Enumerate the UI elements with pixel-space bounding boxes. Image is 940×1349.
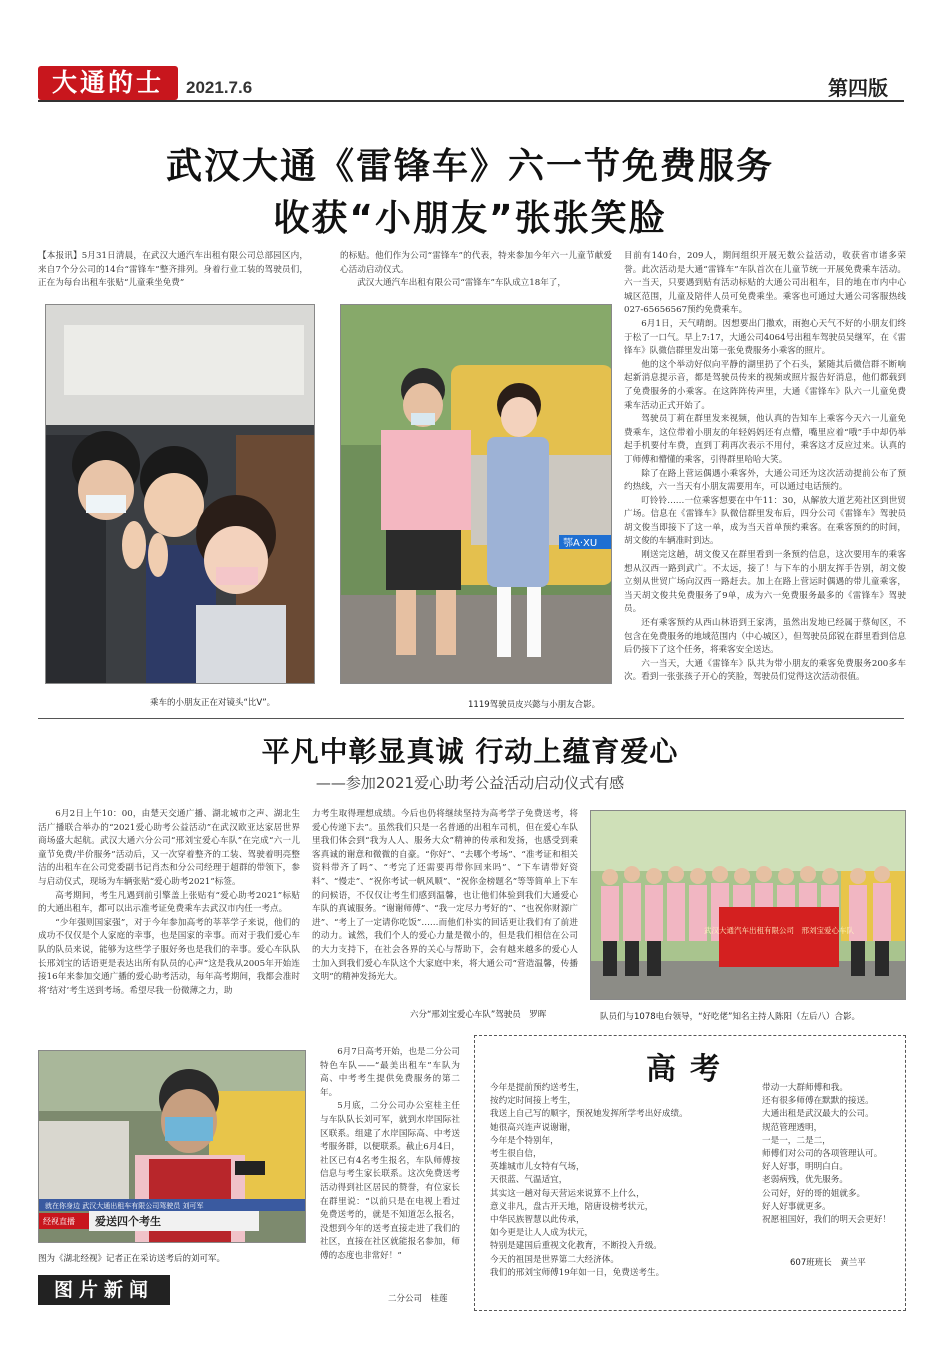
article1-paragraph: 的标贴。他们作为公司“雷锋车”的代表，特来参加今年六一儿童节献爱心活动启动仪式。 — [340, 251, 612, 275]
poem-line: 特别是建国后重视文化教育，不断投入升级。 — [490, 1241, 662, 1252]
photo1-caption: 乘车的小朋友正在对镜头“比V”。 — [150, 698, 276, 708]
poem-line: 考生很自信， — [490, 1149, 542, 1160]
article1-paragraph: 除了在路上营运偶遇小乘客外，大通公司还为这次活动提前公布了预约热线，六一当天有小朋友需要用车，可以通过电话预约。 — [624, 468, 906, 493]
poem-line: 如今更是让人人成为状元， — [490, 1228, 594, 1239]
article2-byline: 六分“邢刘宝爱心车队”驾驶员 罗晖 — [410, 1010, 547, 1020]
poem-line: 按约定时间接上考生， — [490, 1096, 576, 1107]
poem-line: 大通出租是武汉最大的公司。 — [762, 1109, 874, 1120]
article1-paragraph: 他的这个举动好似向平静的湖里扔了个石头，紧随其后微信群不断响起新消息提示音，都是驾驶员传来的视频或照片报告好消息，他们都载到了免费服务的小乘客。在这阵阵传声里，大通《雷锋车》队六一儿童免费乘车活动正式开始了。 — [624, 359, 906, 411]
poem-line: 好人好事就更多。 — [762, 1201, 831, 1212]
poem-line: 规范管理透明， — [762, 1122, 823, 1133]
poem-line: 意义非凡，盘古开天地，陪唐设榜考状元， — [490, 1201, 654, 1212]
photo3-caption: 队员们与1078电台领导，“好吃佬”知名主持人陈阳（左后八）合影。 — [600, 1012, 860, 1022]
section-divider — [38, 718, 904, 719]
poem-line: 今年是个特别年， — [490, 1135, 559, 1146]
driver-girl-illustration — [341, 305, 612, 684]
tv-interview-illustration — [39, 1051, 306, 1243]
poem-line: 公司好，好的哥的姐就多。 — [762, 1188, 866, 1199]
article1-paragraph: 刚送完这趟，胡文俊又在群里看到一条预约信息，这次要用车的乘客想从汉西一路到武广。不太远，接了！与下车的小朋友挥手告别，胡文俊立刻从世贸广场向汉西一路赶去。加上在路上营运时偶遇的带儿童乘客，当天胡文俊共免费服务了9单，成为六一免费服务最多的《雷锋车》驾驶员。 — [624, 550, 906, 615]
poem-column-1 — [490, 1082, 730, 1280]
poem-line: 她很高兴连声说谢谢， — [490, 1122, 576, 1133]
newspaper-logo: 大通的士 — [38, 66, 178, 100]
poem-title: 高考 — [646, 1052, 734, 1087]
poem-line: 我送上自己写的顺字，预祝她发挥所学考出好成绩。 — [490, 1109, 688, 1120]
article1-title-line2: 收获“小朋友”张张笑脸 — [273, 198, 667, 239]
photo-kids-in-car — [45, 304, 315, 684]
poem-line: 一是一，二是二， — [762, 1135, 831, 1146]
article1-column-2 — [340, 250, 612, 291]
article2-column-1 — [38, 808, 300, 998]
issue-date: 2021.7.6 — [186, 78, 253, 97]
poem-column-2 — [762, 1082, 902, 1227]
photo-driver-with-girl — [340, 304, 612, 684]
photo4-caption: 图为《湖北经视》记者正在采访送考后的刘可军。 — [38, 1254, 226, 1264]
poem-line: 今年是提前预约送考生， — [490, 1083, 585, 1093]
article3-paragraph: 5月底，二分公司办公室桂主任与车队队长刘可军，就到水岸国际社区联系。组建了水岸国际高、中考送考服务群，以便联系。截止6月4日，社区已有4名考生报名，车队师傅按信息与考生家长联系。这次免费送考活动得到社区居民的赞誉，有位家长在群里说：“以前只是在电视上看过免费送考的，就是不知道怎么报名，没想到今年的送考直接走进了我们的社区，直接在社区就能报名参加，师傅的态度也非常好！” — [320, 1101, 460, 1261]
poem-line: 其实这一趟对每天营运来说算不上什么， — [490, 1188, 645, 1199]
photo-news-label: 图片新闻 — [38, 1275, 170, 1305]
article2-paragraph: 6月2日上午10：00，由楚天交通广播、湖北城市之声、湖北生活广播联合举办的“2021爱心助考公益活动”在武汉欧亚达家居世界商场盛大起航。武汉大通六分公司“邢刘宝爱心车队”在完成“六一儿童节免费/半价服务”活动后，又一次穿着整齐的工装、驾驶着明亮整洁的出租车在公司党委副书记肖杰和分公司经理于超群的带领下，参与启动仪式，现场为车辆张贴“爱心助考2021”标签。 — [38, 809, 300, 887]
photo-tv-interview — [38, 1050, 306, 1243]
article1-paragraph: 武汉大通汽车出租有限公司“雷锋车”车队成立18年了， — [357, 278, 566, 289]
article2-title: 平凡中彰显真诚 行动上蕴育爱心 — [261, 735, 679, 768]
poem-line: 好人好事，明明白白。 — [762, 1162, 848, 1173]
article1-title-line1: 武汉大通《雷锋车》六一节免费服务 — [165, 146, 774, 187]
poem-line: 师傅们对公司的各项管理认可。 — [762, 1149, 883, 1160]
poem-line: 英雄城市儿女特有气场， — [490, 1162, 585, 1173]
article2-paragraph: 高考期间，考生凡遇到前引擎盖上张贴有“爱心助考2021”标贴的大通出租车，都可以出示准考证免费乘车去武汉市内任一考点。 — [38, 890, 300, 915]
poem-line: 老弱病残，优先服务。 — [762, 1175, 848, 1186]
poem-signature: 607班班长 黄兰平 — [790, 1258, 866, 1268]
masthead-rule — [38, 100, 904, 102]
photo2-caption: 1119驾驶员皮兴懿与小朋友合影。 — [468, 700, 601, 710]
article2-paragraph: 力考生取得理想成绩。今后也仍将继续坚持为高考学子免费送考，将爱心传递下去”。虽然我们只是一名普通的出租车司机，但在爱心车队里我们体会到“我为人人、服务大众”精神的传承和发扬，也感受到乘客真诚的谢意和微微的自豪。“你好”、“去哪个考场”、“准考证和相关资料带齐了吗”、“考完了还需要再带你回来吗”、“下车请带好资料”、“慢走”、“祝你考试一帆风顺”、“祝你金榜题名”等等简单上下车的问候语，不仅仅让考生们感到温馨，也让他们体验到我们大通爱心车队的真诚服务。“谢谢师傅”、“我一定尽力考好的”、“也祝你财源广进”、“考上了一定请你吃饭”……而他们朴实的回话更让我们有了前进的动力。诚然，我们个人的爱心力量是微小的，但是我们相信在公司的大力支持下，在社会各界的关心与帮助下，会有越来越多的爱心人士加入到我们爱心车队这个大家庭中来，将大通公司“营造温馨，传播文明”的精神发扬光大。 — [312, 809, 578, 983]
poem-line: 天很蓝、气温适宜， — [490, 1175, 568, 1186]
article1-paragraph: 六一当天，大通《雷锋车》队共为带小朋友的乘客免费服务200多车次。看到一张张孩子开心的笑脸，驾驶员们觉得这次活动很值。 — [624, 658, 906, 683]
tv-title-text: 爱送四个考生 — [95, 1215, 161, 1228]
article1-column-1 — [38, 250, 308, 291]
poem-line: 今天的祖国是世界第二大经济体。 — [490, 1254, 619, 1265]
group-photo-illustration — [591, 811, 906, 1000]
article2-column-2 — [312, 808, 578, 985]
poem-line: 中华民族智慧以此传承， — [490, 1215, 585, 1226]
article1-paragraph: 叮铃铃……一位乘客想要在中午11：30，从解放大道艺苑社区到世贸广场。信息在《雷锋车》队微信群里发布后，四分公司《雷锋车》驾驶员胡文俊当即接下了这一单，成为当天首单预约乘客。在乘客预约的时间，胡文俊的车辆准时到达。 — [624, 495, 906, 547]
article3-byline: 二分公司 桂莲 — [388, 1294, 448, 1304]
poem-line: 带动一大群师傅和我。 — [762, 1083, 848, 1093]
tv-strip-text: 就在你身边 武汉大通出租车有限公司驾驶员 刘可军 — [45, 1202, 204, 1210]
article3-column — [320, 1046, 460, 1264]
tv-channel-text: 经视直播 — [43, 1217, 75, 1226]
article2-paragraph: “少年强则国家强”，对于今年参加高考的莘莘学子来说，他们的成功不仅仅是个人家庭的幸事，也是国家的幸事。而对于我们爱心车队的队员来说，能够为这些学子服好务也是我们的幸事。爱心车队队长邢刘宝的话语更是表达出所有队员的心声“这是我从2005年开始连接16年来参加交通广播的爱心助考活动，每年高考期间，我都会准时将‘结对’考生送到考场。希望尽我一份微薄之力，助 — [38, 917, 300, 996]
kids-in-car-illustration — [46, 305, 315, 684]
article1-paragraph: 目前有140台，209人，期间组织开展无数公益活动，收获省市诸多荣誉。此次活动是大通“雷锋车”车队首次在儿童节统一开展免费乘车活动。六一当天，只要遇到贴有活动标贴的大通公司出租车，目的地在市内中心城区范围，儿童及陪伴人员可免费乘坐。乘客也可通过大通公司客服热线027-65656567预约免费乘车。 — [624, 251, 906, 316]
license-plate: 鄂A·XU — [563, 538, 598, 549]
banner-text: 武汉大通汽车出租有限公司 邢刘宝爱心车队 — [704, 926, 854, 935]
article1-lead: 【本报讯】5月31日清晨，在武汉大通汽车出租有限公司总部园区内，来自7个分公司的14台“雷锋车”整齐排列。身着行业工装的驾驶员们，正在为每台出租车张贴“儿童乘坐免费” — [38, 251, 308, 289]
photo-group-banner — [590, 810, 906, 1000]
article1-column-3 — [624, 250, 906, 685]
article1-paragraph: 还有乘客预约从西山林语到王家湾，虽然出发地已经属于蔡甸区，不包含在免费服务的地域范围内（中心城区），但驾驶员邱锐在群里看到信息后仍接下了这个任务，将乘客安全送达。 — [624, 618, 906, 656]
article1-paragraph: 6月1日，天气晴朗。因想要出门撒欢，雨抱心天气不好的小朋友们终于松了一口气。早上7:17，大通公司4064号出租车驾驶员吴继军，在《雷锋车》队微信群里发出第一张免费服务小乘客的照片。 — [624, 318, 906, 357]
poem-line: 祝愿祖国好，我们的明天会更好！ — [762, 1215, 891, 1226]
article1-paragraph: 驾驶员丁莉在群里发来视频，他认真的告知车上乘客今天六一儿童免费乘车，这位带着小朋友的年轻妈妈还有点懵，嘴里应着“哦”手中却仍举起手机要付车费，直到丁莉再次表示不用付，乘客这才反应过来。认真的丁师傅和懵懂的乘客，引得群里哈哈大笑。 — [624, 414, 906, 465]
poem-line: 我们的邢刘宝师傅19年如一日，免费送考生。 — [490, 1267, 665, 1278]
page-number: 第四版 — [828, 76, 888, 100]
poem-line: 还有很多师傅在默默的接送。 — [762, 1096, 874, 1107]
article2-subtitle: ——参加2021爱心助考公益活动启动仪式有感 — [315, 774, 625, 792]
article3-paragraph: 6月7日高考开始，也是二分公司特色车队——“最美出租车”车队为高、中考考生提供免费服务的第二年。 — [320, 1047, 460, 1098]
